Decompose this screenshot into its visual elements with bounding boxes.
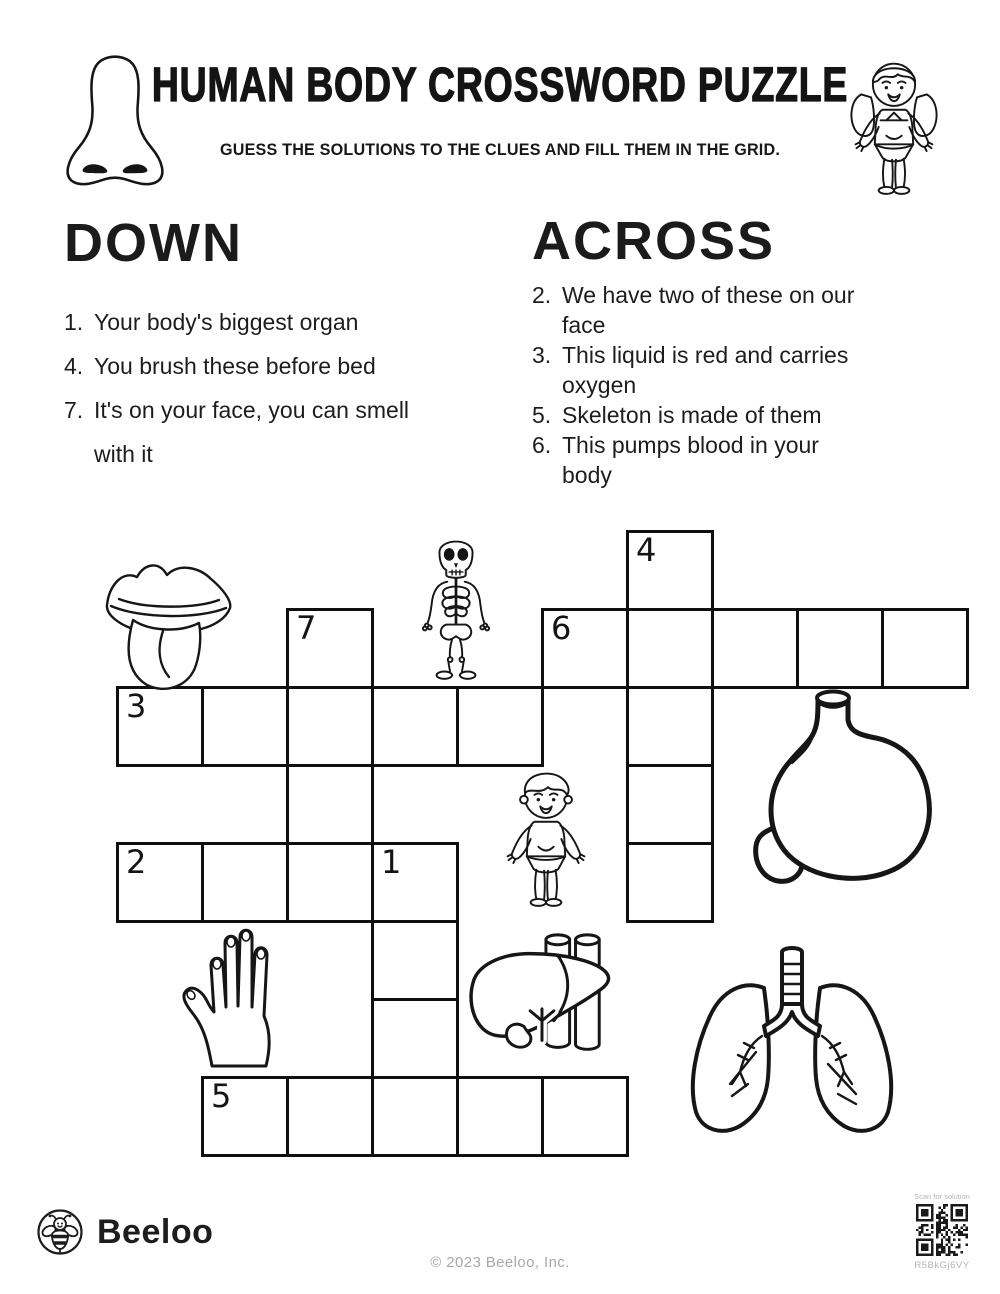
clue-number: 3. xyxy=(532,342,552,368)
clue-down-4 xyxy=(64,344,444,388)
clue-down-7 xyxy=(64,388,444,476)
boy-icon xyxy=(498,766,594,914)
grid-cell[interactable] xyxy=(286,764,374,845)
qr-code-image xyxy=(916,1204,968,1256)
clue-across-5 xyxy=(532,400,882,430)
grid-cell[interactable] xyxy=(796,608,884,689)
grid-cell-1[interactable] xyxy=(371,842,459,923)
grid-cell-7[interactable] xyxy=(286,608,374,689)
hand-icon xyxy=(178,918,296,1070)
stomach-icon xyxy=(752,688,942,910)
brand-logo xyxy=(36,1208,213,1256)
cell-number: 5 xyxy=(211,1077,232,1115)
brand-name: Beeloo xyxy=(97,1212,214,1251)
grid-cell[interactable] xyxy=(626,608,714,689)
grid-cell[interactable] xyxy=(371,920,459,1001)
grid-cell[interactable] xyxy=(201,686,289,767)
grid-cell[interactable] xyxy=(456,1076,544,1157)
clue-text: Your body's biggest organ xyxy=(94,309,359,335)
nose-icon xyxy=(56,52,174,200)
grid-cell[interactable] xyxy=(626,764,714,845)
grid-cell[interactable] xyxy=(371,998,459,1079)
page-subtitle: GUESS THE SOLUTIONS TO THE CLUES AND FILL THEM IN THE GRID. xyxy=(219,140,781,159)
clue-number: 7. xyxy=(64,397,84,423)
down-section xyxy=(64,213,444,476)
grid-cell[interactable] xyxy=(711,608,799,689)
clue-down-1 xyxy=(64,300,444,344)
down-heading: DOWN xyxy=(64,213,243,273)
across-heading: ACROSS xyxy=(532,211,776,271)
grid-cell-2[interactable] xyxy=(116,842,204,923)
clue-text: Skeleton is made of them xyxy=(562,402,822,428)
clue-across-3 xyxy=(532,340,882,400)
across-clue-list xyxy=(532,280,882,490)
grid-cell-5[interactable] xyxy=(201,1076,289,1157)
bee-logo-icon xyxy=(36,1208,84,1256)
clue-across-6 xyxy=(532,430,882,490)
clue-text: This liquid is red and carries oxygen xyxy=(562,342,849,398)
grid-cell[interactable] xyxy=(881,608,969,689)
grid-cell[interactable] xyxy=(456,686,544,767)
cell-number: 1 xyxy=(381,843,402,881)
clue-number: 4. xyxy=(64,353,84,379)
clue-text: This pumps blood in your body xyxy=(562,432,819,488)
page-title: HUMAN BODY CROSSWORD PUZZLE xyxy=(151,59,849,112)
cell-number: 6 xyxy=(551,609,572,647)
grid-cell[interactable] xyxy=(626,686,714,767)
cell-number: 7 xyxy=(296,609,317,647)
grid-cell[interactable] xyxy=(286,686,374,767)
cell-number: 4 xyxy=(636,531,657,569)
down-clue-list xyxy=(64,300,444,476)
girl-icon xyxy=(843,56,945,200)
grid-cell[interactable] xyxy=(286,1076,374,1157)
clue-text: It's on your face, you can smell with it xyxy=(94,397,410,467)
clue-across-2 xyxy=(532,280,882,340)
lungs-icon xyxy=(678,944,906,1144)
qr-block xyxy=(912,1192,972,1271)
cell-number: 2 xyxy=(126,843,147,881)
cell-number: 3 xyxy=(126,687,147,725)
grid-cell[interactable] xyxy=(541,1076,629,1157)
clue-number: 5. xyxy=(532,402,552,428)
clue-text: We have two of these on our face xyxy=(562,282,855,338)
liver-icon xyxy=(466,924,616,1072)
qr-code-svg xyxy=(916,1204,968,1256)
grid-cell-6[interactable] xyxy=(541,608,629,689)
grid-cell[interactable] xyxy=(286,842,374,923)
skeleton-icon xyxy=(419,534,493,682)
grid-cell[interactable] xyxy=(201,842,289,923)
clue-number: 2. xyxy=(532,282,552,308)
grid-cell[interactable] xyxy=(626,842,714,923)
qr-code-text: R5BkGj6VY xyxy=(914,1260,970,1271)
qr-label: Scan for solution xyxy=(914,1192,970,1201)
clue-text: You brush these before bed xyxy=(94,353,376,379)
grid-cell-4[interactable] xyxy=(626,530,714,611)
clue-number: 6. xyxy=(532,432,552,458)
clue-number: 1. xyxy=(64,309,84,335)
grid-cell[interactable] xyxy=(371,686,459,767)
across-section xyxy=(532,211,882,490)
grid-cell-3[interactable] xyxy=(116,686,204,767)
copyright-text: © 2023 Beeloo, Inc. xyxy=(430,1254,570,1271)
mouth-tongue-icon xyxy=(101,543,237,693)
grid-cell[interactable] xyxy=(371,1076,459,1157)
